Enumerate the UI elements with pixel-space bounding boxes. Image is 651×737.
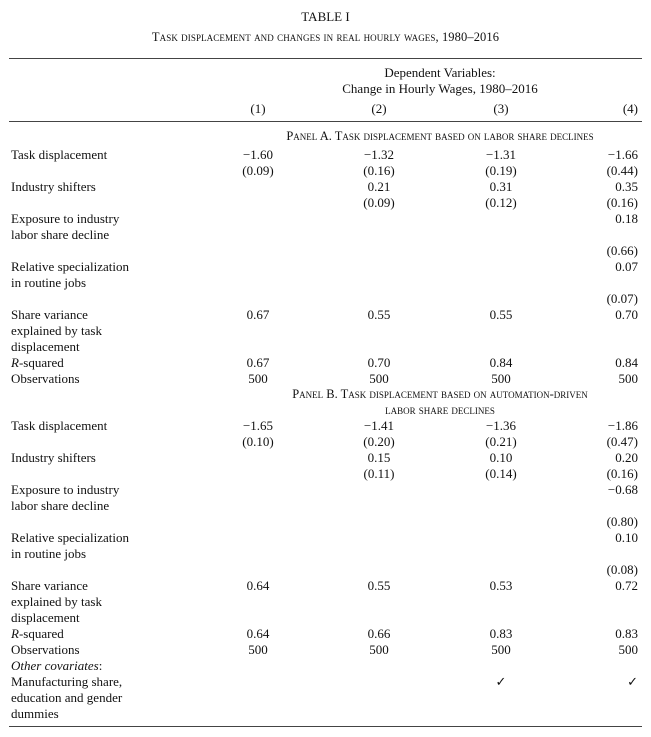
panel-a-se: (0.66)	[606, 243, 638, 258]
panel-a-row-label: Relative specialization	[11, 259, 130, 274]
panel-a-value: 0.70	[615, 307, 638, 322]
panel-b-coef: 0.10	[489, 450, 513, 465]
panel-a-value: 0.84	[615, 355, 638, 370]
covariate-row-label: education and gender	[11, 690, 123, 705]
panel-a-value: 0.55	[367, 307, 391, 322]
panel-b-row-label: Task displacement	[11, 418, 108, 433]
panel-b-value: 500	[618, 642, 638, 657]
panel-b-row-label: Industry shifters	[11, 450, 96, 465]
panel-a-se: (0.12)	[485, 195, 517, 210]
r-squared-suffix: -squared	[18, 626, 64, 641]
panel-b-se: (0.11)	[363, 466, 395, 481]
panel-a-se: (0.09)	[363, 195, 395, 210]
panel-a-coef: −1.60	[242, 147, 274, 162]
panel-b-row-label: Observations	[11, 642, 80, 657]
panel-b-value: 0.83	[489, 626, 513, 641]
panel-a-se: (0.09)	[242, 163, 274, 178]
check-mark-icon: ✓	[495, 674, 507, 689]
panel-a-value: 500	[248, 371, 268, 386]
panel-b-value: 0.55	[367, 578, 391, 593]
panel-b-coef: −1.86	[607, 418, 638, 433]
panel-a-value: 0.67	[246, 307, 270, 322]
panel-b-row-label: explained by task	[11, 594, 102, 609]
panel-a-value: 500	[491, 371, 511, 386]
column-header-2: (2)	[371, 101, 387, 116]
panel-b-se: (0.80)	[606, 514, 638, 529]
panel-a-row-label: Observations	[11, 371, 80, 386]
panel-b-row-label: Share variance	[11, 578, 88, 593]
other-covariates-label	[11, 658, 102, 674]
covariate-row-label: Manufacturing share,	[11, 674, 123, 689]
panel-a-row-label: Exposure to industry	[11, 211, 120, 226]
panel-b-r-squared-label	[11, 626, 64, 642]
table-title: Task displacement and changes in real hourly wages, 1980–2016	[151, 30, 500, 44]
r-symbol: R	[11, 355, 19, 370]
panel-a-row-label: displacement	[11, 339, 80, 354]
panel-b-title: Panel B. Task displacement based on automation-driven	[292, 387, 588, 401]
panel-a-value: 500	[369, 371, 389, 386]
header-rule	[9, 121, 642, 122]
panel-a-title: Panel A. Task displacement based on labor share declines	[286, 129, 594, 143]
top-rule	[9, 58, 642, 59]
r-symbol: R	[11, 626, 19, 641]
panel-a-r-squared-label	[11, 355, 64, 371]
panel-a-coef: −1.66	[607, 147, 638, 162]
panel-b-value: 0.72	[615, 578, 638, 593]
panel-a-coef: 0.07	[615, 259, 638, 274]
panel-b-coef: 0.20	[615, 450, 638, 465]
panel-a-coef: −1.32	[363, 147, 395, 162]
r-squared-suffix: -squared	[18, 355, 64, 370]
panel-a-row-label: Share variance	[11, 307, 88, 322]
panel-b-se: (0.47)	[606, 434, 638, 449]
dependent-variables-heading: Dependent Variables:	[384, 65, 496, 80]
panel-a-value: 0.84	[489, 355, 513, 370]
panel-b-coef: −0.68	[607, 482, 638, 497]
panel-a-coef: 0.18	[615, 211, 638, 226]
panel-b-value: 0.64	[246, 626, 270, 641]
panel-b-row-label: Relative specialization	[11, 530, 130, 545]
panel-a-se: (0.44)	[606, 163, 638, 178]
panel-a-row-label: in routine jobs	[11, 275, 87, 290]
other-covariates-text: Other covariates	[11, 658, 99, 673]
panel-b-value: 0.64	[246, 578, 270, 593]
panel-b-value: 0.66	[367, 626, 391, 641]
column-header-1: (1)	[250, 101, 266, 116]
panel-b-se: (0.20)	[363, 434, 395, 449]
panel-a-value: 0.55	[489, 307, 513, 322]
panel-b-value: 500	[369, 642, 389, 657]
panel-a-row-label: labor share decline	[11, 227, 110, 242]
other-covariates-colon: :	[98, 658, 103, 673]
check-mark-icon: ✓	[627, 674, 638, 689]
panel-b-se: (0.14)	[485, 466, 517, 481]
panel-a-row-label: Task displacement	[11, 147, 108, 162]
panel-b-value: 0.83	[615, 626, 638, 641]
panel-b-coef: −1.65	[242, 418, 274, 433]
panel-a-row-label: explained by task	[11, 323, 102, 338]
panel-b-value: 500	[491, 642, 511, 657]
panel-b-se: (0.10)	[242, 434, 274, 449]
column-header-4: (4)	[622, 101, 638, 116]
panel-b-row-label: Exposure to industry	[11, 482, 120, 497]
panel-a-value: 0.70	[367, 355, 391, 370]
panel-b-coef: −1.36	[485, 418, 517, 433]
panel-a-coef: 0.35	[615, 179, 638, 194]
panel-b-coef: 0.10	[615, 530, 638, 545]
dependent-variables-subheading: Change in Hourly Wages, 1980–2016	[342, 81, 538, 96]
covariate-row-label: dummies	[11, 706, 59, 721]
bottom-rule	[9, 726, 642, 727]
panel-b-value: 500	[248, 642, 268, 657]
panel-b-row-label: in routine jobs	[11, 546, 87, 561]
panel-a-se: (0.19)	[485, 163, 517, 178]
panel-b-row-label: labor share decline	[11, 498, 110, 513]
panel-b-coef: 0.15	[367, 450, 391, 465]
column-header-3: (3)	[493, 101, 509, 116]
panel-a-row-label: Industry shifters	[11, 179, 96, 194]
panel-a-se: (0.16)	[363, 163, 395, 178]
panel-a-coef: 0.31	[489, 179, 513, 194]
panel-b-se: (0.21)	[485, 434, 517, 449]
panel-b-value: 0.53	[489, 578, 513, 593]
panel-a-value: 500	[618, 371, 638, 386]
panel-b-coef: −1.41	[363, 418, 395, 433]
table-number: TABLE I	[301, 9, 350, 24]
panel-a-value: 0.67	[246, 355, 270, 370]
panel-a-se: (0.07)	[606, 291, 638, 306]
panel-a-coef: −1.31	[485, 147, 517, 162]
panel-a-coef: 0.21	[367, 179, 391, 194]
panel-b-se: (0.08)	[606, 562, 638, 577]
panel-b-se: (0.16)	[606, 466, 638, 481]
panel-a-se: (0.16)	[606, 195, 638, 210]
panel-b-title-continued: labor share declines	[385, 403, 495, 417]
panel-b-row-label: displacement	[11, 610, 80, 625]
